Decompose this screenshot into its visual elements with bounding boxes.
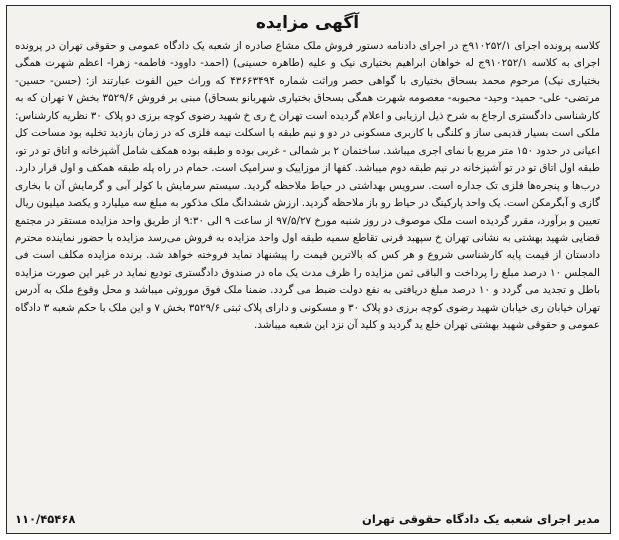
auction-notice [6,5,611,534]
signature-office: مدیر اجرای شعبه یک دادگاه حقوقی تهران [362,512,600,526]
notice-title: آگهی مزایده [255,13,360,33]
notice-body: کلاسه پرونده اجرای ۹۱۰۲۵۲/۱ج در اجرای دادنامه دستور فروش ملک مشاع صادره از شعبه یک دادگاه عمومی و حقوقی تهران در پرونده اجرای به کلاسه ۹۱۰۲۵۲/۱ج له خواهان ابراهیم بختیاری نیک و علیه (طاهره حسینی) (احمد- داوود- فاطمه- زهرا- اعظم شهرت همگی بختیاری نیک) مرحوم محمد بسحاق بختیاری با گواهی حصر وراثت شماره ۴۳۶۶۳۴۹۴ که وراث حین الفوت عبارتند از: (حسن- حسین- مرتضی- علی- حمید- وحید- محبوبه- معصومه شهرت همگی بسحاق بختیاری شهربانو بسحاق) مبنی بر فروش ۳۵۲۹/۶ بخش ۷ تهران که به کارشناسی دادگستری ارجاع به شرح ذیل ارزیابی و اعلام گردیده است تهران خ ری خ شهید رضوی کوچه برزی دو پلاک ۳۰ نظریه کارشناس: ملکی است بسیار قدیمی ساز و کلنگی با کاربری مسکونی در دو و نیم طبقه با اسکلت نیمه فلزی که در زمان بازدید تخلیه بود مساحت کل اعیانی در حدود ۱۵۰ متر مربع با نمای اجری میباشد. ساختمان ۲ بر شمالی - غربی بوده و طبقه بوده همکف شامل آشپزخانه و اتاق تو در تو، طبقه اول اتاق تو در تو آشپزخانه در نیم طبقه دوم میباشد. کفها از موزاییک و سرامیک است. حمام در راه پله طبقه همکف و اول قرار دارد. درب‌ها و پنجره‌ها فلزی تک جداره است. سرویس بهداشتی در حیاط ملاحظه گردید. سیستم سرمایش با کولر آبی و گرمایش آن با بخاری گازی و آبگرمکن است. یک واحد پارکینگ در حیاط رو باز ملاحظه گردید. ارزش ششدانگ ملک مذکور به مبلغ سه میلیارد و یکصد میلیون ریال تعیین و برآورد، مقرر گردیده است ملک موصوف در روز شنبه مورخ ۹۷/۵/۲۷ از ساعت ۹ الی ۹:۳۰ از طریق واحد مزایده مستقر در مجتمع قضایی شهید بهشتی به نشانی تهران خ سپهبد قرنی تقاطع سمیه طبقه اول واحد مزایده به فروش می‌رسد مزایده با حضور نماینده محترم دادستان از قیمت پایه کارشناسی شروع و هر کس که بالاترین قیمت را پیشنهاد نماید فروخته خواهد شد. برنده مزایده مکلف است فی المجلس ۱۰ درصد مبلغ را پرداخت و الباقی ثمن مزایده را ظرف مدت یک ماه در صندوق دادگستری تودیع نماید در غیر این صورت مزایده باطل و تجدید می گردد و ۱۰ درصد مبلغ دریافتی به نفع دولت ضبط می گردد. ضمنا ملک فوق موروثی میباشد و محل وقوع ملک به آدرس تهران خیابان ری خیابان شهید رضوی کوچه برزی دو پلاک ۳۰ و مسکونی و دارای پلاک ثبتی ۳۵۲۹/۶ بخش ۷ و این ملک با حکم شعبه ۳ دادگاه عمومی و حقوقی شهید بهشتی تهران خلع ید گردید و کلید آن نزد این شعبه میباشد. [15,40,601,332]
notice-footer [15,510,600,528]
notice-code: ۱۱۰/۴۵۴۶۸ [15,512,76,526]
